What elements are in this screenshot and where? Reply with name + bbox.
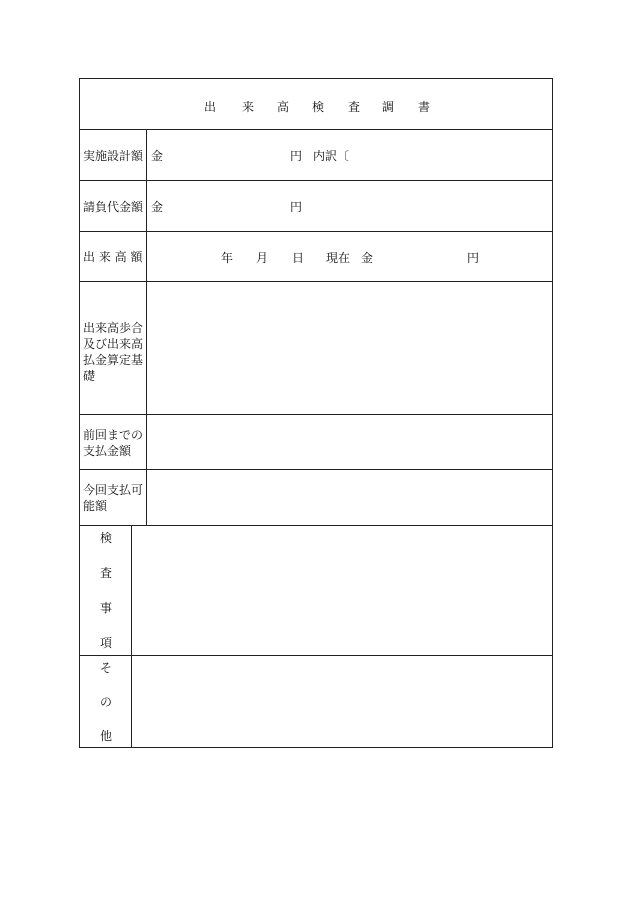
output-amount-row <box>80 232 552 282</box>
design-amount-label-cell <box>80 130 147 180</box>
basis-row <box>80 282 552 415</box>
inspection-items-label-char: 査 <box>100 566 113 580</box>
contract-amount-label: 請負代金額 <box>83 200 144 214</box>
current-payable-label-cell <box>80 470 147 525</box>
title-char: 出 <box>204 100 217 114</box>
previous-payment-label-line: 支払金額 <box>83 444 132 458</box>
other-label-char: 他 <box>100 729 113 743</box>
output-currency: 金 <box>361 251 374 265</box>
design-amount-label: 実施設計額 <box>83 149 144 163</box>
current-payable-row <box>80 470 552 526</box>
basis-label-line: 礎 <box>83 369 96 383</box>
title-char: 来 <box>242 100 255 114</box>
inspection-report-form <box>79 78 553 748</box>
contract-amount-row <box>80 181 552 232</box>
output-month: 月 <box>256 251 269 265</box>
contract-currency: 金 <box>151 200 164 214</box>
output-amount-label: 出 来 高 額 <box>83 250 143 264</box>
form-title <box>80 79 552 129</box>
basis-label-line: 及び出来高 <box>83 337 144 351</box>
other-row <box>80 656 552 747</box>
inspection-items-label-cell <box>80 526 132 655</box>
design-yen: 円 <box>290 149 303 163</box>
output-amount-label-cell <box>80 232 147 281</box>
title-char: 査 <box>348 100 361 114</box>
contract-amount-label-cell <box>80 181 147 231</box>
inspection-items-label-char: 事 <box>100 601 113 615</box>
basis-label-cell <box>80 282 147 414</box>
title-char: 書 <box>418 100 431 114</box>
design-breakdown: 内訳〔 <box>313 149 350 163</box>
other-label-cell <box>80 656 132 747</box>
basis-label-line: 出来高歩合 <box>83 321 144 335</box>
other-label-char: そ <box>100 661 113 675</box>
previous-payment-label-line: 前回までの <box>83 428 144 442</box>
title-row <box>80 79 552 130</box>
output-day: 日 <box>292 251 305 265</box>
design-currency: 金 <box>151 149 164 163</box>
title-char: 高 <box>277 100 290 114</box>
title-char: 調 <box>382 100 395 114</box>
previous-payment-row <box>80 415 552 470</box>
design-amount-row <box>80 130 552 181</box>
other-label-char: の <box>100 695 113 709</box>
output-yen: 円 <box>467 251 480 265</box>
inspection-items-label-char: 項 <box>100 636 113 650</box>
previous-payment-label-cell <box>80 415 147 469</box>
output-year: 年 <box>221 251 234 265</box>
output-asof: 現在 <box>326 251 351 265</box>
inspection-items-row <box>80 526 552 656</box>
inspection-items-label-char: 検 <box>100 531 113 545</box>
title-char: 検 <box>312 100 325 114</box>
contract-yen: 円 <box>290 200 303 214</box>
current-payable-label-line: 今回支払可 <box>83 483 144 497</box>
current-payable-label-line: 能額 <box>83 499 108 513</box>
basis-label-line: 払金算定基 <box>83 353 144 367</box>
